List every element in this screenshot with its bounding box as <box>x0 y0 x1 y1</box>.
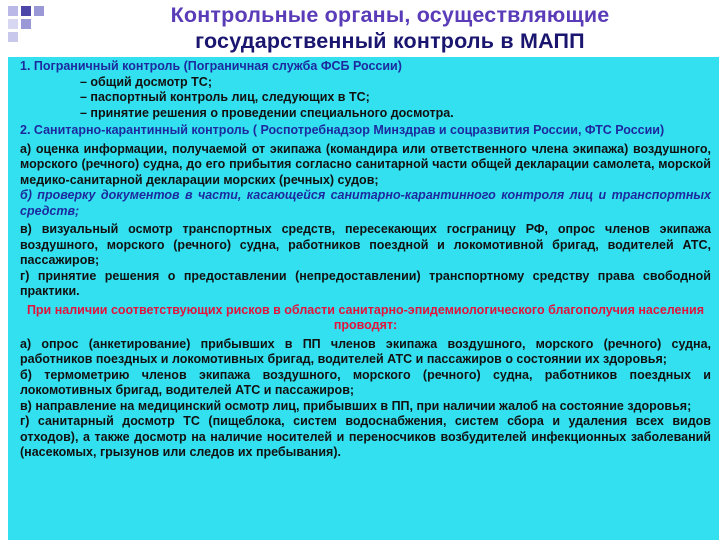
corner-decoration <box>0 0 60 50</box>
risks-heading: При наличии соответствующих рисков в области санитарно-эпидемиологического благополучия населения проводят: <box>26 302 705 332</box>
section-1-item: – паспортный контроль лиц, следующих в ТС; <box>80 90 370 104</box>
title-line-2: государственный контроль в МАПП <box>195 29 585 53</box>
section-1-heading: 1. Пограничный контроль (Пограничная служба ФСБ России) <box>20 59 402 73</box>
section-1-item: – общий досмотр ТС; <box>80 74 212 89</box>
section-2-item-v: в) визуальный осмотр транспортных средств, пересекающих госграницу РФ, опрос членов экипажа воздушного, морского (речного) судна, работников поездной и локомотивной бригад, водителей АТС, пассажиров; <box>20 222 711 267</box>
risks-item: б) термометрию членов экипажа воздушного, морского (речного) судна, работников поездных и локомотивных бригад, водителей АТС и пассажиров; <box>20 367 711 397</box>
risks-item: в) направление на медицинский осмотр лиц, прибывших в ПП, при наличии жалоб на состояние здоровья; <box>20 398 692 413</box>
risks-item: г) санитарный досмотр ТС (пищеблока, систем водоснабжения, систем сбора и удаления всех видов отходов), а также досмотр на наличие носителей и переносчиков возбудителей инфекционных заболеваний (насекомых, грызунов или следов их пребывания). <box>20 414 711 459</box>
title-line-1: Контрольные органы, осуществляющие <box>170 3 610 27</box>
slide-title <box>60 2 720 54</box>
section-2-heading: 2. Санитарно-карантинный контроль ( Роспотребнадзор Минздрав и соцразвития России, ФТС России) <box>20 123 665 137</box>
risks-item: а) опрос (анкетирование) прибывших в ПП членов экипажа воздушного, морского (речного) судна, работников поездных и локомотивных бригад, водителей АТС и пассажиров о состоянии их здоровья; <box>20 336 711 366</box>
content-panel <box>8 57 719 540</box>
section-1-item: – принятие решения о проведении специального досмотра. <box>80 105 454 120</box>
section-2-item-b: б) проверку документов в части, касающейся санитарно-карантинного контроля лиц и транспортных средств; <box>20 188 711 218</box>
section-2-item-g: г) принятие решения о предоставлении (непредоставлении) транспортному средству права свободной практики. <box>20 268 711 298</box>
section-2-item-a: а) оценка информации, получаемой от экипажа (командира или ответственного члена экипажа) воздушного, морского (речного) судна, до его прибытия согласно санитарной части общей декларации самолета, морской медико-санитарной декларации морских (речных) судов; <box>20 141 711 187</box>
